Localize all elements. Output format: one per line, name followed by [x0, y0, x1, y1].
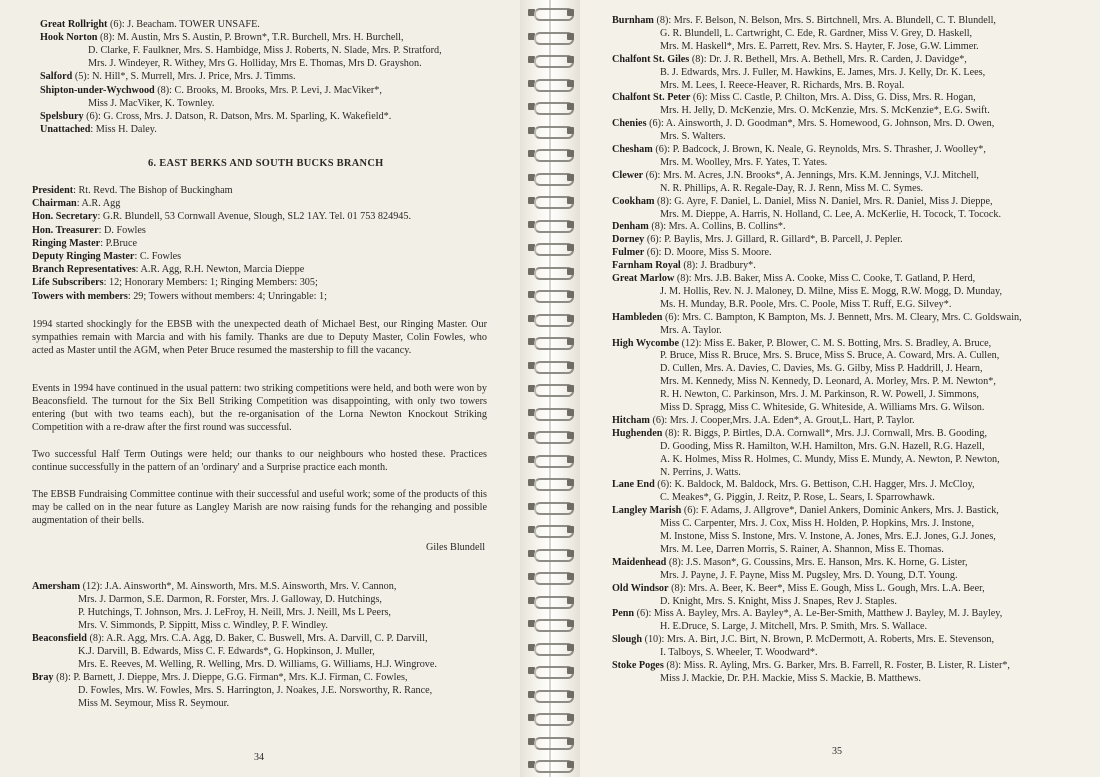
- entry-text: (8): P. Barnett, J. Dieppe, Mrs. J. Dieppe, G.G. Firman*, Mrs. K.J. Firman, C. Fowles,: [53, 672, 408, 683]
- punch-hole: [567, 644, 574, 651]
- binding-coil: [528, 53, 574, 67]
- punch-hole: [567, 385, 574, 392]
- right-page: [580, 0, 1100, 777]
- entry-continuation: [660, 646, 818, 659]
- punch-hole: [567, 338, 574, 345]
- entry-text: (6): A. Ainsworth, J. D. Goodman*, Mrs. S. Homewood, G. Johnson, Mrs. D. Owen,: [646, 118, 995, 130]
- entry-text: (6): K. Baldock, M. Baldock, Mrs. G. Bettison, C.H. Hagger, Mrs. J. McCloy,: [654, 479, 975, 491]
- entry-text: C. Meakes*, G. Piggin, J. Reitz, P. Rose, L. Sears, I. Sparrowhawk.: [660, 492, 935, 504]
- entry-text: (6): G. Cross, Mrs. J. Datson, R. Datson, Mrs. M. Sparling, K. Wakefield*.: [83, 110, 392, 122]
- entry-text: : D. Fowles: [98, 224, 146, 236]
- entry-continuation: [78, 658, 437, 671]
- punch-hole: [567, 221, 574, 228]
- entry-continuation: [660, 595, 897, 608]
- tower-entry: [40, 84, 382, 97]
- entry-heading: Hitcham: [612, 414, 650, 426]
- punch-hole: [567, 479, 574, 486]
- tower-entry: [40, 70, 296, 83]
- tower-entry: [612, 220, 786, 233]
- tower-entry: [40, 123, 157, 136]
- punch-hole: [567, 315, 574, 322]
- entry-text: (8): C. Brooks, M. Brooks, Mrs. P. Levi, J. MacViker*,: [154, 84, 382, 96]
- entry-text: (6): Mrs. M. Acres, J.N. Brooks*, A. Jennings, Mrs. K.M. Jennings, V.J. Mitchell,: [643, 169, 979, 181]
- binding-coil: [528, 664, 574, 678]
- binding-coil: [528, 758, 574, 772]
- tower-entry: [32, 290, 327, 303]
- report-signature: Giles Blundell: [426, 542, 486, 553]
- tower-entry: [612, 311, 1022, 324]
- entry-text: : 12; Honorary Members: 1; Ringing Members: 305;: [103, 277, 318, 289]
- binding-coil: [528, 6, 574, 20]
- entry-continuation: [660, 182, 923, 195]
- entry-text: Mrs. M. Dieppe, A. Harris, N. Holland, C. Lee, A. McKerlie, H. Tocock, T. Tocock.: [660, 208, 1002, 220]
- binding-coil: [528, 594, 574, 608]
- binding-coil: [528, 453, 574, 467]
- entry-text: (8): Mrs. A. Beer, K. Beer*, Miss E. Gough, Miss L. Gough, Mrs. L.A. Beer,: [668, 582, 985, 594]
- entry-continuation: [660, 388, 979, 401]
- entry-heading: Salford: [40, 71, 73, 83]
- binding-coil: [528, 288, 574, 302]
- punch-hole: [567, 432, 574, 439]
- punch-hole: [567, 56, 574, 63]
- entry-heading: Amersham: [32, 581, 81, 592]
- entry-text: I. Talboys, S. Wheeler, T. Woodward*.: [660, 647, 818, 659]
- entry-heading: Dorney: [612, 234, 645, 246]
- entry-heading: Chesham: [612, 144, 653, 155]
- punch-hole: [567, 714, 574, 721]
- punch-hole: [567, 409, 574, 416]
- binding-coil: [528, 124, 574, 138]
- entry-heading: Stoke Poges: [612, 660, 664, 671]
- tower-entry: [32, 671, 408, 684]
- entry-continuation: [78, 697, 229, 710]
- entry-text: Mrs. M. Woolley, Mrs. F. Yates, T. Yates.: [660, 156, 828, 168]
- binding-coil: [528, 100, 574, 114]
- entry-text: D. Fowles, Mrs. W. Fowles, Mrs. S. Harrington, J. Noakes, J.E. Norsworthy, R. Rance,: [78, 685, 433, 696]
- entry-heading: Denham: [612, 221, 649, 233]
- punch-hole: [567, 667, 574, 674]
- binding-coil: [528, 77, 574, 91]
- entry-continuation: [660, 543, 944, 556]
- entry-continuation: [78, 645, 375, 658]
- tower-entry: [612, 14, 996, 27]
- report-paragraph: The EBSB Fundraising Committee continue with their successful and useful work; some of the products of this may be called on in the near future as Langley Marish are now raising funds for the rehanging and possible augmentation of their bells.: [32, 489, 487, 526]
- punch-hole: [567, 761, 574, 768]
- binding-coil: [528, 711, 574, 725]
- tower-entry: [32, 263, 304, 276]
- tower-entry: [32, 632, 428, 645]
- entry-text: : 29; Towers without members: 4; Unringable: 1;: [127, 290, 327, 302]
- binding-coil: [528, 30, 574, 44]
- tower-entry: [612, 169, 979, 182]
- tower-entry: [612, 91, 976, 104]
- entry-heading: High Wycombe: [612, 337, 680, 349]
- punch-hole: [567, 691, 574, 698]
- entry-text: : A.R. Agg: [76, 198, 121, 210]
- entry-continuation: [660, 466, 741, 479]
- entry-heading: Ringing Master: [32, 237, 101, 249]
- tower-entry: [32, 580, 396, 593]
- tower-entry: [612, 246, 772, 259]
- punch-hole: [567, 268, 574, 275]
- entry-heading: Beaconsfield: [32, 633, 87, 644]
- entry-text: N. Perrins, J. Watts.: [660, 466, 741, 478]
- entry-continuation: [660, 530, 996, 543]
- entry-text: K.J. Darvill, B. Edwards, Miss C. F. Edwards*, G. Hopkinson, J. Muller,: [78, 646, 375, 657]
- tower-entry: [612, 582, 985, 595]
- entry-text: : A.R. Agg, R.H. Newton, Marcia Dieppe: [135, 264, 305, 276]
- entry-heading: Hook Norton: [40, 32, 98, 44]
- entry-text: Mrs. J. Payne, J. F. Payne, Miss M. Pugsley, Mrs. D. Young, D.T. Young.: [660, 569, 958, 581]
- page-number-left: 34: [254, 752, 264, 763]
- binding-coil: [528, 735, 574, 749]
- entry-continuation: [660, 156, 827, 169]
- entry-text: : C. Fowles: [134, 251, 182, 262]
- tower-entry: [612, 607, 1002, 620]
- entry-continuation: [660, 27, 972, 40]
- entry-text: Ms. H. Munday, B.R. Poole, Mrs. C. Poole, Miss T. Ruff, E.G. Silvey*.: [660, 298, 952, 310]
- entry-heading: Chalfont St. Peter: [612, 92, 691, 104]
- report-paragraph: Two successful Half Term Outings were held; our thanks to our neighbours who hosted these. Practices continue successfully in the pattern of an 'ordinary' and a Surprise practice each month.: [32, 449, 487, 473]
- tower-entry: [612, 53, 967, 66]
- entry-heading: President: [32, 185, 74, 196]
- tower-entry: [32, 276, 318, 289]
- entry-continuation: [88, 44, 442, 57]
- entry-text: (12): J.A. Ainsworth*, M. Ainsworth, Mrs. M.S. Ainsworth, Mrs. V. Cannon,: [80, 581, 397, 592]
- binding-coil: [528, 218, 574, 232]
- tower-entry: [612, 427, 987, 440]
- punch-hole: [567, 573, 574, 580]
- punch-hole: [567, 80, 574, 87]
- tower-entry: [40, 18, 260, 31]
- entry-continuation: [660, 375, 996, 388]
- entry-continuation: [660, 620, 927, 633]
- binding-coil: [528, 523, 574, 537]
- binding-coil: [528, 688, 574, 702]
- tower-entry: [612, 414, 915, 427]
- entry-continuation: [660, 285, 1002, 298]
- punch-hole: [567, 9, 574, 16]
- entry-text: N. R. Phillips, A. R. Regale-Day, R. J. Renn, Miss M. C. Symes.: [660, 182, 924, 194]
- punch-hole: [567, 127, 574, 134]
- entry-text: Mrs. J. Darmon, S.E. Darmon, R. Forster, Mrs. J. Galloway, D. Hutchings,: [78, 594, 382, 605]
- entry-heading: Hon. Treasurer: [32, 224, 99, 236]
- entry-heading: Hon. Secretary: [32, 211, 98, 223]
- binding-coil: [528, 171, 574, 185]
- entry-continuation: [660, 208, 1001, 221]
- tower-entry: [612, 504, 999, 517]
- entry-text: (8): Dr. J. R. Bethell, Mrs. A. Bethell, Mrs. R. Carden, J. Davidge*,: [689, 53, 967, 65]
- binding-coil: [528, 617, 574, 631]
- entry-text: : P.Bruce: [100, 237, 137, 249]
- tower-entry: [612, 556, 968, 569]
- entry-text: (6): Mrs. J. Cooper,Mrs. J.A. Eden*, A. Grout,L. Hart, P. Taylor.: [649, 414, 915, 426]
- entry-heading: Great Rollright: [40, 19, 108, 30]
- page-number-right: 35: [832, 746, 842, 757]
- punch-hole: [567, 620, 574, 627]
- entry-text: Mrs. H. Jelly, D. McKenzie, Mrs. O. McKenzie, Mrs. S. McKenzie*, E.G. Swift.: [660, 105, 990, 117]
- entry-text: M. Instone, Miss S. Instone, Mrs. V. Instone, A. Jones, Mrs. E.J. Jones, G.J. Jones,: [660, 531, 996, 542]
- tower-entry: [612, 259, 756, 272]
- entry-text: (8): A.R. Agg, Mrs. C.A. Agg, D. Baker, C. Buswell, Mrs. A. Darvill, C. P. Darvill,: [86, 633, 428, 644]
- entry-text: Mrs. M. Haskell*, Mrs. E. Parrett, Rev. Mrs. S. Hayter, F. Jose, G.W. Limmer.: [660, 40, 979, 52]
- tower-entry: [612, 272, 975, 285]
- punch-hole: [567, 244, 574, 251]
- tower-entry: [612, 633, 994, 646]
- entry-continuation: [88, 57, 422, 70]
- entry-heading: Lane End: [612, 479, 655, 491]
- binding-coil: [528, 147, 574, 161]
- entry-heading: Towers with members: [32, 290, 128, 302]
- entry-text: (6): Miss C. Castle, P. Chilton, Mrs. A. Diss, G. Diss, Mrs. R. Hogan,: [690, 92, 976, 104]
- binding-coil: [528, 547, 574, 561]
- entry-heading: Penn: [612, 608, 635, 620]
- entry-heading: Bray: [32, 672, 54, 683]
- punch-hole: [567, 456, 574, 463]
- entry-continuation: [660, 104, 990, 117]
- entry-heading: Unattached: [40, 123, 91, 135]
- punch-hole: [567, 597, 574, 604]
- entry-heading: Shipton-under-Wychwood: [40, 84, 155, 96]
- entry-text: : G.R. Blundell, 53 Cornwall Avenue, Slough, SL2 1AY. Tel. 01 753 824945.: [97, 211, 412, 223]
- entry-continuation: [660, 401, 984, 414]
- entry-text: D. Gooding, Miss R. Hamilton, W.H. Hamilton, Mrs. G.N. Hazell, R.G. Hazell,: [660, 440, 985, 452]
- entry-text: Mrs. M. Lee, Darren Morris, S. Rainer, A. Shannon, Miss E. Thomas.: [660, 543, 944, 555]
- entry-text: Mrs. M. Kennedy, Miss N. Kennedy, D. Leonard, A. Morley, Mrs. P. M. Newton*,: [660, 376, 996, 388]
- tower-entry: [40, 31, 404, 44]
- entry-heading: Deputy Ringing Master: [32, 251, 135, 262]
- entry-text: (6): P. Badcock, J. Brown, K. Neale, G. Reynolds, Mrs. S. Thrasher, J. Woolley*,: [652, 144, 986, 155]
- binding-coil: [528, 382, 574, 396]
- tower-entry: [32, 197, 120, 210]
- entry-continuation: [660, 130, 726, 143]
- entry-continuation: [660, 324, 722, 337]
- tower-entry: [612, 233, 903, 246]
- entry-heading: Fulmer: [612, 247, 645, 259]
- entry-heading: Chenies: [612, 118, 647, 130]
- entry-text: (8): Mrs. J.B. Baker, Miss A. Cooke, Miss C. Cooke, T. Gatland, P. Herd,: [674, 273, 976, 284]
- entry-continuation: [660, 362, 983, 375]
- entry-continuation: [660, 440, 985, 453]
- entry-text: : Miss H. Daley.: [90, 123, 157, 135]
- punch-hole: [567, 197, 574, 204]
- tower-entry: [612, 117, 994, 130]
- entry-text: Mrs. S. Walters.: [660, 131, 726, 143]
- entry-text: Mrs. M. Lees, I. Reece-Heaver, R. Richards, Mrs. B. Royal.: [660, 79, 905, 91]
- entry-text: (8): R. Biggs, P. Birtles, D.A. Cornwall*, Mrs. J.J. Cornwall, Mrs. B. Gooding,: [662, 427, 987, 439]
- entry-heading: Old Windsor: [612, 582, 669, 594]
- report-paragraph: 1994 started shockingly for the EBSB with the unexpected death of Michael Best, our Ringing Master. Our sympathies remain with Marcia and with his family. Thanks are due to Deputy Master, Colin Fowles, who acted as Master until the AGM, when Peter Bruce resumed the mastership to fill the vacancy.: [32, 319, 487, 356]
- entry-text: (8): J.S. Mason*, G. Coussins, Mrs. E. Hanson, Mrs. K. Horne, G. Lister,: [666, 556, 968, 568]
- binding-coil: [528, 570, 574, 584]
- entry-heading: Spelsbury: [40, 110, 84, 122]
- entry-text: B. J. Edwards, Mrs. J. Fuller, M. Hawkins, E. James, Mrs. J. Kelly, Dr. K. Lees,: [660, 66, 986, 78]
- entry-text: H. E.Druce, S. Large, J. Mitchell, Mrs. P. Smith, Mrs. S. Wallace.: [660, 621, 928, 633]
- entry-text: (12): Miss E. Baker, P. Blower, C. M. S. Botting, Mrs. S. Bradley, A. Bruce,: [679, 337, 992, 349]
- entry-text: Miss M. Seymour, Miss R. Seymour.: [78, 698, 230, 709]
- punch-hole: [567, 550, 574, 557]
- entry-heading: Great Marlow: [612, 273, 675, 284]
- entry-text: Miss D. Spragg, Miss C. Whiteside, G. Whiteside, A. Williams Mrs. G. Wilson.: [660, 402, 985, 413]
- tower-entry: [612, 195, 993, 208]
- entry-continuation: [660, 40, 979, 53]
- entry-continuation: [660, 491, 935, 504]
- entry-heading: Chairman: [32, 198, 77, 210]
- tower-entry: [612, 478, 975, 491]
- entry-heading: Farnham Royal: [612, 260, 681, 272]
- entry-continuation: [88, 97, 214, 110]
- tower-entry: [32, 237, 137, 250]
- entry-heading: Hughenden: [612, 427, 663, 439]
- entry-text: (10): Mrs. A. Birt, J.C. Birt, N. Brown, P. McDermott, A. Roberts, Mrs. E. Stevenson,: [642, 634, 995, 646]
- entry-text: (6): J. Beacham. TOWER UNSAFE.: [107, 19, 260, 30]
- entry-text: (8): Mrs. F. Belson, N. Belson, Mrs. S. Birtchnell, Mrs. A. Blundell, C. T. Blundell,: [653, 15, 996, 26]
- entry-text: (6): D. Moore, Miss S. Moore.: [644, 247, 772, 259]
- punch-hole: [567, 503, 574, 510]
- punch-hole: [567, 738, 574, 745]
- entry-text: P. Bruce, Miss R. Bruce, Mrs. S. Bruce, Miss S. Bruce, A. Coward, Mrs. A. Cullen,: [660, 350, 1000, 362]
- entry-text: (8): Mrs. A. Collins, B. Collins*.: [648, 221, 786, 233]
- punch-hole: [567, 291, 574, 298]
- entry-continuation: [660, 453, 1000, 466]
- tower-entry: [612, 143, 986, 156]
- entry-text: D. Knight, Mrs. S. Knight, Miss J. Snapes, Rev J. Staples.: [660, 595, 897, 607]
- binding-coil: [528, 194, 574, 208]
- entry-text: (5): N. Hill*, S. Murrell, Mrs. J. Price, Mrs. J. Timms.: [72, 71, 296, 83]
- entry-heading: Slough: [612, 634, 643, 646]
- entry-text: (8): J. Bradbury*.: [680, 260, 756, 272]
- entry-text: (8): M. Austin, Mrs S. Austin, P. Brown*, T.R. Burchell, Mrs. H. Burchell,: [97, 32, 404, 44]
- entry-text: (8): Miss. R. Ayling, Mrs. G. Barker, Mrs. B. Farrell, R. Foster, B. Lister, R. Lister*,: [663, 660, 1010, 671]
- entry-text: Mrs. A. Taylor.: [660, 324, 722, 336]
- entry-text: Miss J. Mackie, Dr. P.H. Mackie, Miss S. Mackie, B. Matthews.: [660, 672, 921, 684]
- entry-text: D. Clarke, F. Faulkner, Mrs. S. Hambidge, Miss J. Roberts, N. Slade, Mrs. P. Stratford,: [88, 45, 442, 57]
- binding-coil: [528, 335, 574, 349]
- punch-hole: [567, 174, 574, 181]
- entry-text: Miss C. Carpenter, Mrs. J. Cox, Miss H. Holden, P. Hopkins, Mrs. J. Instone,: [660, 518, 974, 530]
- entry-continuation: [78, 593, 382, 606]
- report-paragraph: Events in 1994 have continued in the usual pattern: two striking competitions were held, and both were won by Beaconsfield. The turnout for the Six Bell Striking Competition was disappointing, with only two towers entering (but with two teams each), but the re-organisation of the Lorna Newton Knockout Striking Competition with a re-draw after the first round was successful.: [32, 383, 487, 433]
- entry-continuation: [78, 606, 391, 619]
- binding-coil: [528, 312, 574, 326]
- entry-text: A. K. Holmes, Miss R. Holmes, C. Mundy, Miss E. Mundy, A. Newton, P. Newton,: [660, 453, 1000, 465]
- tower-entry: [32, 184, 233, 197]
- entry-continuation: [660, 517, 974, 530]
- entry-continuation: [660, 672, 921, 685]
- entry-heading: Clewer: [612, 169, 644, 181]
- tower-entry: [612, 337, 991, 350]
- entry-text: D. Cullen, Mrs. A. Davies, C. Davies, Ms. G. Gilby, Miss P. Haddrill, J. Hearn,: [660, 363, 983, 375]
- entry-text: (6): F. Adams, J. Allgrove*, Daniel Ankers, Dominic Ankers, Mrs. J. Bastick,: [681, 505, 999, 517]
- entry-continuation: [660, 569, 958, 582]
- entry-text: G. R. Blundell, L. Cartwright, C. Ede, R. Gardner, Miss V. Grey, D. Haskell,: [660, 27, 973, 39]
- left-page: [0, 0, 520, 777]
- entry-continuation: [78, 684, 432, 697]
- entry-text: : Rt. Revd. The Bishop of Buckingham: [73, 185, 233, 196]
- punch-hole: [567, 103, 574, 110]
- entry-text: (6): Mrs. C. Bampton, K Bampton, Ms. J. Bennett, Mrs. M. Cleary, Mrs. C. Goldswain,: [662, 311, 1022, 323]
- binding-coil: [528, 265, 574, 279]
- tower-entry: [612, 659, 1010, 672]
- entry-heading: Life Subscribers: [32, 277, 104, 289]
- entry-heading: Burnham: [612, 15, 654, 26]
- entry-text: P. Hutchings, T. Johnson, Mrs. J. LeFroy, H. Neill, Mrs. J. Neill, Ms L Peers,: [78, 607, 391, 618]
- punch-hole: [567, 150, 574, 157]
- punch-hole: [567, 33, 574, 40]
- binding-coil: [528, 429, 574, 443]
- entry-continuation: [660, 298, 951, 311]
- entry-text: Mrs. V. Simmonds, P. Sippitt, Miss c. Windley, P. F. Windley.: [78, 620, 328, 631]
- entry-heading: Chalfont St. Giles: [612, 53, 690, 65]
- punch-hole: [567, 362, 574, 369]
- entry-heading: Branch Representatives: [32, 264, 136, 276]
- binding-coil: [528, 500, 574, 514]
- punch-hole: [567, 526, 574, 533]
- entry-heading: Maidenhead: [612, 556, 667, 568]
- binding-coil: [528, 476, 574, 490]
- entry-heading: Cookham: [612, 195, 655, 207]
- entry-continuation: [660, 79, 904, 92]
- binding-coil: [528, 359, 574, 373]
- tower-entry: [32, 210, 411, 223]
- entry-text: (8): G. Ayre, F. Daniel, L. Daniel, Miss N. Daniel, Mrs. R. Daniel, Miss J. Dieppe,: [654, 195, 993, 207]
- entry-text: Mrs. E. Reeves, M. Welling, R. Welling, Mrs. D. Williams, G. Williams, H.J. Wingrove.: [78, 659, 437, 670]
- binding-coil: [528, 406, 574, 420]
- entry-continuation: [660, 349, 999, 362]
- entry-continuation: [660, 66, 985, 79]
- entry-text: J. M. Hollis, Rev. N. J. Maloney, D. Milne, Miss E. Mogg, R.W. Mogg, D. Munday,: [660, 285, 1003, 297]
- entry-heading: Langley Marish: [612, 505, 682, 517]
- entry-text: R. H. Newton, C. Parkinson, Mrs. J. M. Parkinson, R. W. Powell, J. Simmons,: [660, 389, 979, 401]
- entry-text: Mrs. J. Windeyer, R. Withey, Mrs G. Holliday, Mrs E. Thomas, Mrs D. Grayshon.: [88, 58, 422, 70]
- tower-entry: [40, 110, 391, 123]
- entry-text: (6): P. Baylis, Mrs. J. Gillard, R. Gillard*, B. Parcell, J. Pepler.: [644, 234, 903, 246]
- binding-coil: [528, 241, 574, 255]
- entry-text: (6): Miss A. Bayley, Mrs. A. Bayley*, A. Le-Ber-Smith, Matthew J. Bayley, M. J. Bayley,: [634, 608, 1003, 620]
- entry-text: Miss J. MacViker, K. Townley.: [88, 97, 215, 109]
- entry-continuation: [78, 619, 328, 632]
- tower-entry: [32, 250, 181, 263]
- tower-entry: [32, 224, 146, 237]
- binding-coil: [528, 641, 574, 655]
- branch-heading: 6. EAST BERKS AND SOUTH BUCKS BRANCH: [148, 158, 384, 169]
- entry-heading: Hambleden: [612, 311, 663, 323]
